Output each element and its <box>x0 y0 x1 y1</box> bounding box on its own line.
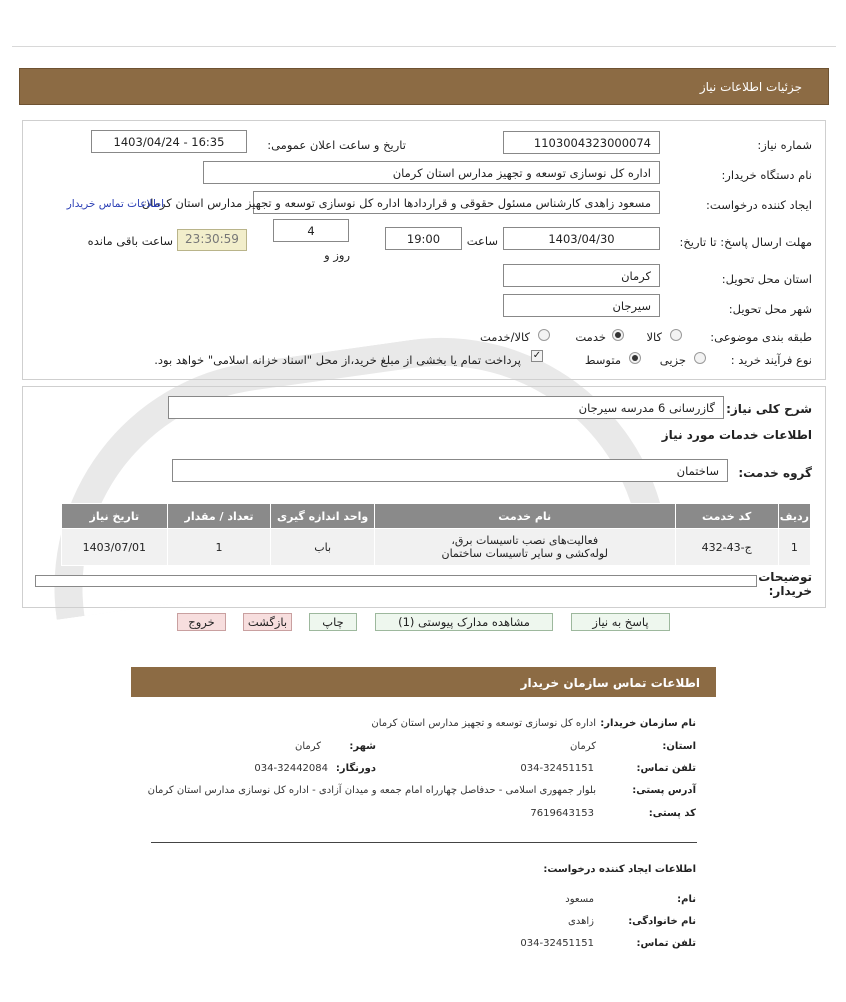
deadline-time-field: 19:00 <box>385 227 462 250</box>
contact-city-value: کرمان <box>294 741 321 752</box>
category-option-goods-service: کالا/خدمت <box>479 330 530 344</box>
cell-row: 1 <box>778 529 810 566</box>
contact-divider <box>151 842 697 843</box>
exit-button[interactable]: خروج <box>177 613 226 631</box>
creator-phone-value: 034-32451151 <box>520 938 594 949</box>
process-label: نوع فرآیند خرید : <box>730 353 812 367</box>
print-button[interactable]: چاپ <box>309 613 357 631</box>
creator-name-value: مسعود <box>565 894 594 905</box>
col-qty: تعداد / مقدار <box>167 504 271 529</box>
process-radio-medium[interactable] <box>629 352 641 364</box>
city-field: سیرجان <box>503 294 660 317</box>
cell-unit: باب <box>271 529 375 566</box>
services-title: اطلاعات خدمات مورد نیاز <box>661 428 812 442</box>
reply-button[interactable]: پاسخ به نیاز <box>571 613 670 631</box>
services-table <box>61 503 811 566</box>
deadline-label: مهلت ارسال پاسخ: تا تاریخ: <box>679 235 812 249</box>
contact-address-value: بلوار جمهوری اسلامی - حدفاصل چهارراه امام جمعه و میدان آزادی - اداره کل نوسازی مدارس استان کرمان <box>147 785 596 796</box>
contact-phone-label: تلفن تماس: <box>636 763 696 774</box>
need-number-field: 1103004323000074 <box>503 131 660 154</box>
col-unit: واحد اندازه گیری <box>271 504 375 529</box>
category-radio-goods[interactable] <box>670 329 682 341</box>
category-label: طبقه بندی موضوعی: <box>710 330 812 344</box>
announce-field: 1403/04/24 - 16:35 <box>91 130 247 153</box>
deadline-date-field: 1403/04/30 <box>503 227 660 250</box>
days-field: 4 <box>273 219 349 242</box>
cell-qty: 1 <box>167 529 271 566</box>
contact-fax-value: 034-32442084 <box>254 763 328 774</box>
contact-city-label: شهر: <box>349 741 376 752</box>
attachments-button[interactable]: مشاهده مدارک پیوستی (1) <box>375 613 553 631</box>
process-option-minor: جزیی <box>659 353 686 367</box>
service-group-field: ساختمان <box>172 459 728 482</box>
process-option-medium: متوسط <box>584 353 621 367</box>
days-label: روز و <box>324 248 350 262</box>
page-title: جزئیات اطلاعات نیاز <box>699 80 802 94</box>
treasury-checkbox[interactable]: ✓ <box>532 350 542 361</box>
category-option-service: خدمت <box>575 330 606 344</box>
contact-postal-label: کد پستی: <box>648 808 696 819</box>
col-name: نام خدمت <box>374 504 675 529</box>
buyer-notes-field <box>35 575 757 587</box>
table-row <box>62 529 811 566</box>
service-group-label: گروه خدمت: <box>738 466 812 480</box>
col-row: ردیف <box>778 504 810 529</box>
contact-org-label: نام سازمان خریدار: <box>600 718 696 729</box>
category-option-goods: کالا <box>646 330 662 344</box>
contact-province-value: کرمان <box>569 741 596 752</box>
creator-family-label: نام خانوادگی: <box>628 916 696 927</box>
col-code: کد خدمت <box>675 504 778 529</box>
contact-title: اطلاعات تماس سازمان خریدار <box>520 676 700 690</box>
payment-note: پرداخت تمام یا بخشی از مبلغ خرید،از محل "اسناد خزانه اسلامی" خواهد بود. <box>154 353 521 367</box>
col-date: تاریخ نیاز <box>62 504 168 529</box>
need-number-label: شماره نیاز: <box>757 138 812 152</box>
back-button[interactable]: بازگشت <box>243 613 292 631</box>
hour-label: ساعت <box>466 234 498 248</box>
contact-address-label: آدرس پستی: <box>632 785 696 796</box>
buyer-notes-label: توضیحات خریدار: <box>758 570 812 598</box>
city-label: شهر محل تحویل: <box>728 302 812 316</box>
creator-field: مسعود زاهدی کارشناس مسئول حقوقی و قراردادها اداره کل نوسازی توسعه و تجهیز مدارس استان کرمان <box>253 191 660 214</box>
cell-code: ج-43-432 <box>675 529 778 566</box>
table-header-row <box>62 504 811 529</box>
cell-date: 1403/07/01 <box>62 529 168 566</box>
creator-label: ایجاد کننده درخواست: <box>706 198 812 212</box>
remaining-label: ساعت باقی مانده <box>87 234 173 248</box>
creator-family-value: زاهدی <box>568 916 594 927</box>
top-divider <box>12 46 836 47</box>
contact-org-value: اداره کل نوسازی توسعه و تجهیز مدارس استان کرمان <box>371 718 596 729</box>
remaining-timer: 23:30:59 <box>177 229 247 251</box>
contact-header <box>131 667 716 697</box>
creator-name-label: نام: <box>677 894 696 905</box>
summary-label: شرح کلی نیاز: <box>726 402 812 416</box>
category-radio-goods-service[interactable] <box>538 329 550 341</box>
page-header <box>19 68 829 105</box>
announce-label: تاریخ و ساعت اعلان عمومی: <box>267 138 406 152</box>
buyer-contact-link[interactable]: اطلاعات تماس خریدار <box>66 198 164 210</box>
buyer-field: اداره کل نوسازی توسعه و تجهیز مدارس استان کرمان <box>203 161 660 184</box>
contact-fax-label: دورنگار: <box>335 763 376 774</box>
contact-postal-value: 7619643153 <box>530 808 594 819</box>
summary-field: گازرسانی 6 مدرسه سیرجان <box>168 396 724 419</box>
contact-phone-value: 034-32451151 <box>520 763 594 774</box>
process-radio-minor[interactable] <box>694 352 706 364</box>
province-label: استان محل تحویل: <box>721 272 812 286</box>
contact-province-label: استان: <box>662 741 696 752</box>
province-field: کرمان <box>503 264 660 287</box>
cell-name: فعالیت‌های نصب تاسیسات برق، لوله‌کشی و سایر تاسیسات ساختمان <box>374 529 675 566</box>
category-radio-service[interactable] <box>612 329 624 341</box>
buyer-label: نام دستگاه خریدار: <box>721 168 812 182</box>
creator-title: اطلاعات ایجاد کننده درخواست: <box>543 864 696 875</box>
creator-phone-label: تلفن تماس: <box>636 938 696 949</box>
